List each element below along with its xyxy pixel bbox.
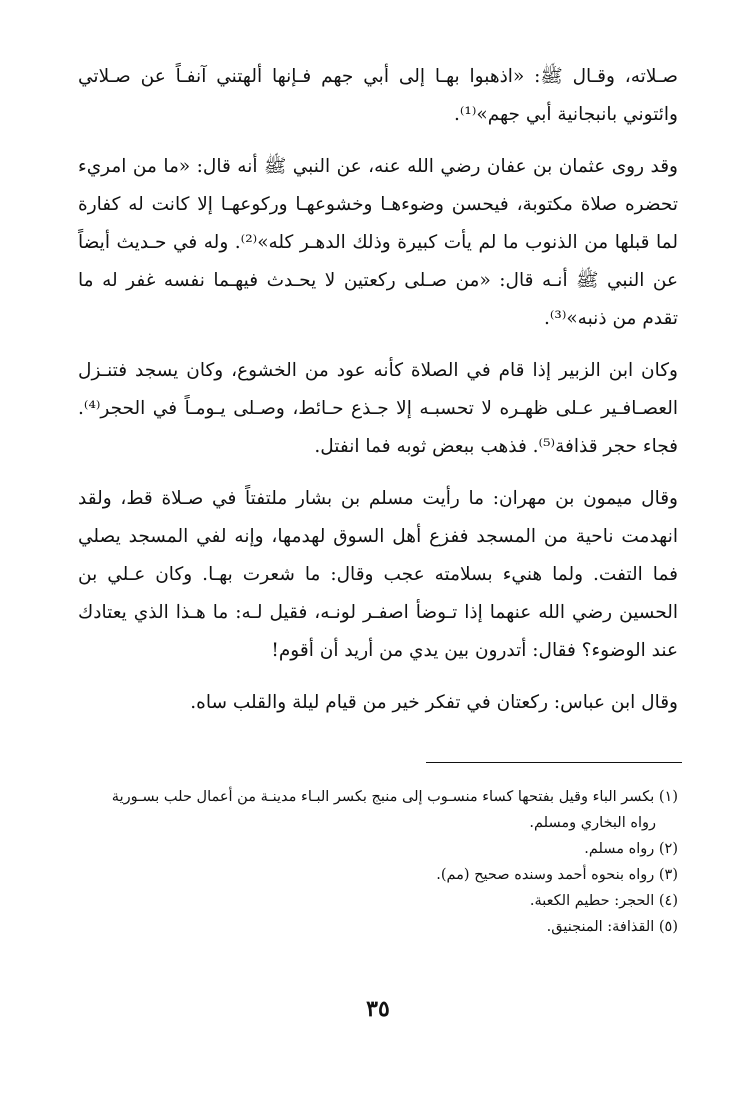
page-number: ٣٥ (366, 996, 390, 1022)
footnote-1-continuation: رواه البخاري ومسلم. (529, 815, 656, 831)
footnote-3: (٣) رواه بنحوه أحمد وسنده صحيح (مم). (436, 867, 678, 883)
footnote-5: (٥) القذافة: المنجنيق. (546, 919, 678, 935)
paragraph-ibn-zubayr: وكان ابن الزبير إذا قام في الصلاة كأنه عود من الخشوع، وكان يسجد فتنـزل العصـافـير عـلى ظهـره لا تحسبـه إلا جـذع حـائط، وصـلى يـومـاً في الحجر⁽⁴⁾. فجاء حجر قذافة⁽⁵⁾. فذهب ببعض ثوبه فما انفتل. (78, 360, 678, 457)
paragraph-uthman-hadith: وقد روى عثمان بن عفان رضي الله عنه، عن النبي ﷺ أنه قال: «ما من امريء تحضره صلاة مكتوبة، فيحسن وضوءهـا وخشوعهـا وركوعهـا إلا كانت له كفارة لما قبلها من الذنوب ما لم يأت كبيرة وذلك الدهـر كله»⁽²⁾. وله في حـديث أيضاً عن النبي ﷺ أنـه قال: «من صـلى ركعتين لا يحـدث فيهـما نفسه غفر له ما تقدم من ذنبه»⁽³⁾. (78, 156, 678, 329)
paragraph-maymun-ibn-mihran: وقال ميمون بن مهران: ما رأيت مسلم بن بشار ملتفتاً في صـلاة قط، ولقد انهدمت ناحية من المسجد ففزع أهل السوق لهدمها، وإنه لفي المسجد يصلي فما التفت. ولما هنيء بسلامته عجب وقال: ما شعرت بهـا. وكان عـلي بن الحسين رضي الله عنهما إذا تـوضأ اصفـر لونـه، فقيل لـه: ما هـذا الذي يعتادك عند الوضوء؟ فقال: أتدرون بين يدي من أريد أن أقوم! (78, 488, 678, 661)
footnote-4: (٤) الحجر: حطيم الكعبة. (529, 893, 678, 909)
footnotes (78, 784, 678, 940)
footnote-1: (١) بكسر الباء وقيل بفتحها كساء منسـوب إلى منبج بكسر البـاء مدينـة من أعمال حلب بسـورية (111, 789, 678, 805)
paragraph-ibn-abbas: وقال ابن عباس: ركعتان في تفكر خير من قيام ليلة والقلب ساه. (190, 692, 678, 713)
document-page (78, 58, 678, 1058)
paragraph-prayer-distraction: صـلاته، وقـال ﷺ: «اذهبوا بهـا إلى أبي جهم فـإنها ألهتني آنفـاً عن صـلاتي وائتوني بانبجانية أبي جهم»⁽¹⁾. (78, 66, 678, 125)
footnote-divider (426, 762, 682, 763)
footnote-2: (٢) رواه مسلم. (584, 841, 678, 857)
